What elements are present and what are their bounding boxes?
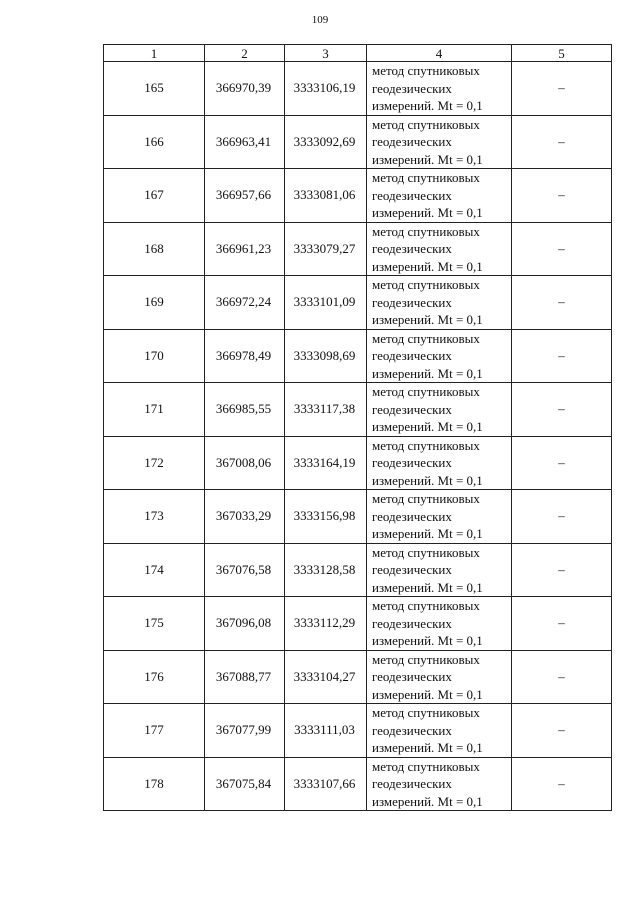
table-row <box>104 704 612 758</box>
method-line: метод спутниковых <box>372 651 480 667</box>
point-number-cell: 167 <box>104 169 205 223</box>
point-number-cell: 176 <box>104 650 205 704</box>
note-cell: – <box>512 329 612 383</box>
method-line: метод спутниковых <box>372 223 480 239</box>
y-coordinate-cell: 3333098,69 <box>285 329 367 383</box>
x-coordinate-cell: 366961,23 <box>205 222 285 276</box>
method-line: геодезических <box>372 508 452 524</box>
method-cell <box>367 329 512 383</box>
x-coordinate-cell: 366963,41 <box>205 115 285 169</box>
table-row <box>104 276 612 330</box>
method-cell <box>367 704 512 758</box>
y-coordinate-cell: 3333164,19 <box>285 436 367 490</box>
note-cell: – <box>512 222 612 276</box>
table-row <box>104 383 612 437</box>
y-coordinate-cell: 3333111,03 <box>285 704 367 758</box>
method-line: измерений. Mt = 0,1 <box>372 312 483 327</box>
method-line: метод спутниковых <box>372 491 480 506</box>
x-coordinate-cell: 366957,66 <box>205 169 285 223</box>
method-line: измерений. Mt = 0,1 <box>372 258 483 274</box>
table-row <box>104 543 612 597</box>
table-row <box>104 329 612 383</box>
method-line: геодезических <box>372 134 452 149</box>
method-line: метод спутниковых <box>372 170 480 185</box>
x-coordinate-cell: 367076,58 <box>205 543 285 597</box>
y-coordinate-cell: 3333107,66 <box>285 757 367 811</box>
note-cell: – <box>512 757 612 811</box>
method-line: измерений. Mt = 0,1 <box>372 151 483 167</box>
y-coordinate-cell: 3333079,27 <box>285 222 367 276</box>
point-number-cell: 178 <box>104 757 205 811</box>
coordinates-table <box>103 44 612 811</box>
method-line: метод спутниковых <box>372 598 480 613</box>
note-cell: – <box>512 704 612 758</box>
method-line: метод спутниковых <box>372 758 480 774</box>
method-cell <box>367 757 512 811</box>
y-coordinate-cell: 3333112,29 <box>285 597 367 651</box>
note-cell: – <box>512 62 612 116</box>
page-number: 109 <box>311 14 329 26</box>
point-number-cell: 171 <box>104 383 205 437</box>
method-line: геодезических <box>372 348 452 363</box>
table-row <box>104 597 612 651</box>
x-coordinate-cell: 366978,49 <box>205 329 285 383</box>
y-coordinate-cell: 3333117,38 <box>285 383 367 437</box>
method-line: метод спутниковых <box>372 63 480 78</box>
point-number-cell: 168 <box>104 222 205 276</box>
note-cell: – <box>512 276 612 330</box>
y-coordinate-cell: 3333101,09 <box>285 276 367 330</box>
x-coordinate-cell: 367088,77 <box>205 650 285 704</box>
point-number-cell: 169 <box>104 276 205 330</box>
x-coordinate-cell: 366972,24 <box>205 276 285 330</box>
point-number-cell: 172 <box>104 436 205 490</box>
header-col-1: 1 <box>104 45 205 62</box>
table-row <box>104 115 612 169</box>
x-coordinate-cell: 367096,08 <box>205 597 285 651</box>
method-line: метод спутниковых <box>372 330 480 346</box>
method-line: измерений. Mt = 0,1 <box>372 793 483 809</box>
x-coordinate-cell: 367077,99 <box>205 704 285 758</box>
point-number-cell: 170 <box>104 329 205 383</box>
method-cell <box>367 543 512 597</box>
y-coordinate-cell: 3333092,69 <box>285 115 367 169</box>
header-col-3: 3 <box>285 45 367 62</box>
point-number-cell: 175 <box>104 597 205 651</box>
method-line: геодезических <box>372 455 452 470</box>
table-row <box>104 222 612 276</box>
x-coordinate-cell: 367008,06 <box>205 436 285 490</box>
table-row <box>104 62 612 116</box>
table-row <box>104 490 612 544</box>
point-number-cell: 165 <box>104 62 205 116</box>
x-coordinate-cell: 367075,84 <box>205 757 285 811</box>
method-cell <box>367 169 512 223</box>
method-cell <box>367 383 512 437</box>
method-line: метод спутниковых <box>372 384 480 399</box>
method-line: измерений. Mt = 0,1 <box>372 98 483 113</box>
y-coordinate-cell: 3333081,06 <box>285 169 367 223</box>
method-line: метод спутниковых <box>372 437 480 453</box>
note-cell: – <box>512 650 612 704</box>
note-cell: – <box>512 383 612 437</box>
method-line: метод спутниковых <box>372 705 480 720</box>
method-line: измерений. Mt = 0,1 <box>372 686 483 702</box>
method-cell <box>367 222 512 276</box>
note-cell: – <box>512 169 612 223</box>
y-coordinate-cell: 3333156,98 <box>285 490 367 544</box>
point-number-cell: 177 <box>104 704 205 758</box>
method-cell <box>367 436 512 490</box>
method-line: измерений. Mt = 0,1 <box>372 472 483 488</box>
method-cell <box>367 276 512 330</box>
note-cell: – <box>512 115 612 169</box>
y-coordinate-cell: 3333128,58 <box>285 543 367 597</box>
method-line: геодезических <box>372 80 452 96</box>
method-line: метод спутниковых <box>372 116 480 132</box>
note-cell: – <box>512 597 612 651</box>
method-cell <box>367 115 512 169</box>
x-coordinate-cell: 366970,39 <box>205 62 285 116</box>
method-cell <box>367 650 512 704</box>
method-line: геодезических <box>372 776 452 791</box>
method-line: геодезических <box>372 562 452 577</box>
method-line: геодезических <box>372 294 452 310</box>
method-line: геодезических <box>372 722 452 738</box>
point-number-cell: 173 <box>104 490 205 544</box>
note-cell: – <box>512 436 612 490</box>
method-line: геодезических <box>372 401 452 417</box>
point-number-cell: 166 <box>104 115 205 169</box>
method-line: измерений. Mt = 0,1 <box>372 633 483 648</box>
y-coordinate-cell: 3333106,19 <box>285 62 367 116</box>
method-line: измерений. Mt = 0,1 <box>372 579 483 595</box>
method-cell <box>367 597 512 651</box>
note-cell: – <box>512 490 612 544</box>
method-line: геодезических <box>372 669 452 684</box>
table-header-row <box>104 45 612 62</box>
method-line: метод спутниковых <box>372 544 480 560</box>
header-col-2: 2 <box>205 45 285 62</box>
method-line: метод спутниковых <box>372 277 480 292</box>
method-line: геодезических <box>372 241 452 256</box>
method-cell <box>367 490 512 544</box>
table-row <box>104 650 612 704</box>
x-coordinate-cell: 367033,29 <box>205 490 285 544</box>
header-col-4: 4 <box>367 45 512 62</box>
method-line: измерений. Mt = 0,1 <box>372 526 483 541</box>
point-number-cell: 174 <box>104 543 205 597</box>
method-line: измерений. Mt = 0,1 <box>372 740 483 755</box>
method-line: измерений. Mt = 0,1 <box>372 419 483 434</box>
header-col-5: 5 <box>512 45 612 62</box>
y-coordinate-cell: 3333104,27 <box>285 650 367 704</box>
table-row <box>104 169 612 223</box>
x-coordinate-cell: 366985,55 <box>205 383 285 437</box>
method-line: измерений. Mt = 0,1 <box>372 205 483 220</box>
table-row <box>104 436 612 490</box>
method-cell <box>367 62 512 116</box>
method-line: геодезических <box>372 615 452 631</box>
method-line: геодезических <box>372 187 452 203</box>
method-line: измерений. Mt = 0,1 <box>372 365 483 381</box>
note-cell: – <box>512 543 612 597</box>
table-row <box>104 757 612 811</box>
